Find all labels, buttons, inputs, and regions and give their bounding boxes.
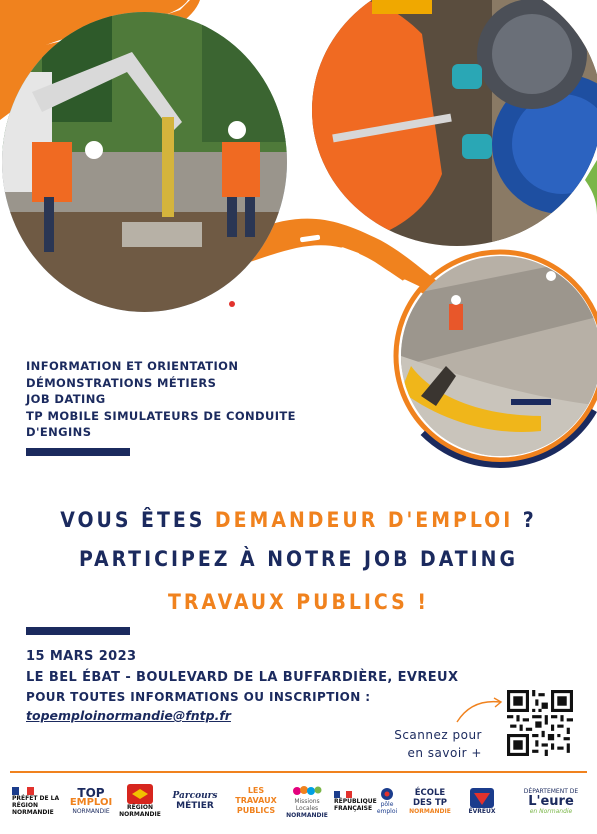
features-list (26, 358, 336, 441)
headline-highlight: DEMANDEUR D'EMPLOI (214, 508, 514, 532)
arrow-icon (452, 696, 508, 726)
footer-divider (10, 771, 587, 773)
qr-caption-line-1: Scannez pour (394, 728, 482, 742)
feature-item: D'ENGINS (26, 425, 92, 439)
logo-travaux-publics: LES TRAVAUX PUBLICS (235, 786, 277, 815)
feature-item: TP MOBILE SIMULATEURS DE CONDUITE (26, 408, 296, 423)
logo-parcours-metier: Parcours MÉTIER (172, 791, 218, 811)
logo-republique-francaise: RÉPUBLIQUE FRANÇAISE (334, 780, 372, 822)
event-date: 15 MARS 2023 (26, 649, 137, 664)
marianne-icon (334, 791, 352, 798)
qr-caption (372, 726, 482, 762)
logo-missions-locales: Missions Locales NORMANDIE (284, 780, 330, 822)
logo-ecole-des-tp: ÉCOLE DES TP NORMANDIE (409, 787, 451, 815)
contact-label: POUR TOUTES INFORMATIONS OU INSCRIPTION : (26, 690, 371, 704)
qr-code[interactable] (507, 690, 573, 756)
photo-aerial-roadwork (401, 256, 597, 456)
divider-bar-top (26, 448, 130, 456)
people-icon (292, 784, 322, 798)
pole-emploi-icon (380, 787, 394, 801)
headline-line-1 (0, 508, 597, 532)
logo-region-normandie: RÉGION NORMANDIE (120, 780, 160, 822)
region-shield-icon (127, 784, 153, 804)
qr-caption-line-2: en savoir + (407, 746, 482, 760)
logo-prefet: PRÉFET DE LA RÉGION NORMANDIE (12, 780, 60, 822)
feature-item: INFORMATION ET ORIENTATION (26, 359, 239, 373)
divider-bar-bottom (26, 627, 130, 635)
headline-intro: VOUS ÊTES (60, 508, 215, 532)
event-location: LE BEL ÉBAT - BOULEVARD DE LA BUFFARDIÈRE, EVREUX (26, 670, 459, 685)
headline-line-2: PARTICIPEZ À NOTRE JOB DATING (79, 547, 518, 571)
evreux-crest-icon (470, 788, 494, 808)
photo-excavator-workers (2, 12, 287, 312)
feature-item: DÉMONSTRATIONS MÉTIERS (26, 375, 217, 390)
headline-line-3: TRAVAUX PUBLICS ! (168, 590, 429, 614)
logo-eure: DÉPARTEMENT DE L'eure en Normandie (523, 787, 579, 815)
logo-pole-emploi: pôle emploi (372, 780, 402, 822)
marianne-icon (12, 787, 34, 795)
logo-top-emploi: TOP EMPLOI NORMANDIE (69, 785, 113, 815)
headline-question-mark: ? (513, 508, 537, 532)
contact-email-link[interactable]: topemploinormandie@fntp.fr (26, 708, 231, 723)
feature-item: JOB DATING (26, 392, 106, 406)
logo-evreux: ÉVREUX (458, 780, 506, 822)
